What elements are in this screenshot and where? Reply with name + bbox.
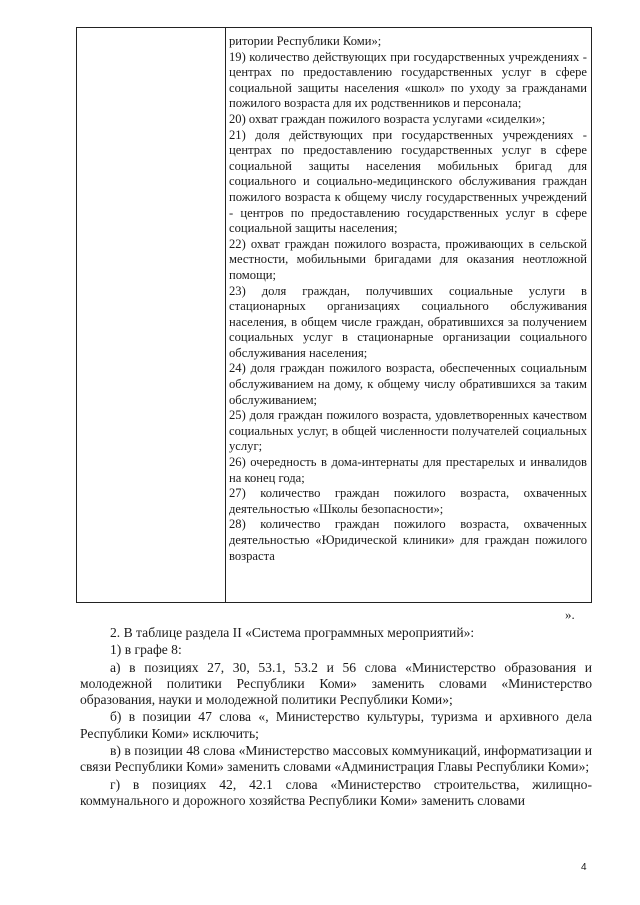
- table-item-20: 20) охват граждан пожилого возраста услугами «сиделки»;: [229, 111, 546, 126]
- table-item-28: 28) количество граждан пожилого возраста, охваченных деятельностью «Юридической клиники» для граждан пожилого возраста: [229, 517, 587, 563]
- paragraph-b: б) в позиции 47 слова «, Министерство культуры, туризма и архивного дела Республики Коми» исключить;: [80, 709, 592, 741]
- indicators-table: [76, 27, 592, 603]
- table-item-24: 24) доля граждан пожилого возраста, обеспеченных социальным обслуживанием на дому, к общему числу обратившихся за таким обслуживанием;: [229, 361, 587, 407]
- table-item-26: 26) очередность в дома-интернаты для престарелых и инвалидов на конец года;: [229, 455, 587, 485]
- table-item-27: 27) количество граждан пожилого возраста, охваченных деятельностью «Школы безопасности»;: [229, 486, 587, 516]
- table-item-22: 22) охват граждан пожилого возраста, проживающих в сельской местности, мобильными бригадами для оказания неотложной помощи;: [229, 236, 587, 282]
- paragraph-v: в) в позиции 48 слова «Министерство массовых коммуникаций, информатизации и связи Республики Коми» заменить словами «Администрация Главы Республики Коми»;: [80, 743, 592, 775]
- page-number: 4: [581, 862, 587, 873]
- table-item-19: 19) количество действующих при государственных учреждениях - центрах по предоставлению государственных услуг в сфере социальной защиты населения «школ» по уходу за гражданами пожилого возраста для их родственников и персонала;: [229, 49, 587, 111]
- table-item-23: 23) доля граждан, получивших социальные услуги в стационарных организациях социального обслуживания населения, в общем числе граждан, обратившихся за получением социальных услуг в стационарные организации социального обслуживания населения;: [229, 283, 587, 360]
- closing-quote: ».: [565, 607, 575, 622]
- document-body: [80, 625, 592, 810]
- paragraph-g: г) в позициях 42, 42.1 слова «Министерство строительства, жилищно-коммунального и дорожного хозяйства Республики Коми» заменить словами: [80, 776, 592, 808]
- paragraph-section-2: 2. В таблице раздела II «Система программных мероприятий»:: [110, 625, 475, 640]
- table-item-0: ритории Республики Коми»;: [229, 34, 382, 48]
- paragraph-column-8: 1) в графе 8:: [110, 642, 182, 658]
- table-column-divider: [225, 28, 226, 602]
- indicators-cell: [229, 34, 587, 564]
- table-item-25: 25) доля граждан пожилого возраста, удовлетворенных качеством социальных услуг, в общей численности получателей социальных услуг;: [229, 408, 587, 454]
- table-item-21: 21) доля действующих при государственных учреждениях - центрах по предоставлению государственных услуг в сфере социальной защиты населения мобильных бригад для социального и социально-медицинского обслуживания граждан пожилого возраста к общему числу государственных учреждений - центров по предоставлению государственных услуг в сфере социальной защиты населения;: [229, 127, 587, 236]
- paragraph-a: а) в позициях 27, 30, 53.1, 53.2 и 56 слова «Министерство образования и молодежной политики Республики Коми» заменить словами «Министерство образования, науки и молодежной политики Республики Коми»;: [80, 659, 592, 708]
